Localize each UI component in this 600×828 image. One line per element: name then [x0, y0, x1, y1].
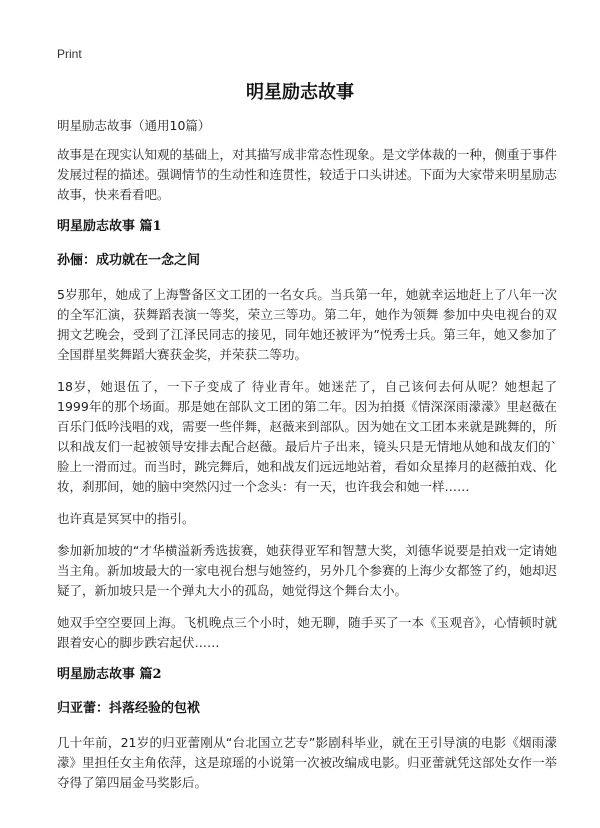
story2-paragraph: 几十年前，21岁的归亚蕾刚从“台北国立艺专”影剧科毕业，就在王引导演的电影《烟雨濛濛》里担任女主角依萍，这是琼瑶的小说第一次被改编成电影。归亚蕾就凭这部处女作一举夺得了第四届金马奖影后。 [57, 735, 558, 790]
section-heading-2: 明星励志故事 篇2 [57, 667, 162, 682]
story-title-1: 孙俪：成功就在一念之间 [57, 253, 201, 268]
section-heading-1: 明星励志故事 篇1 [57, 219, 162, 234]
article-body [57, 116, 557, 805]
story1-paragraph: 她双手空空要回上海。飞机晚点三个小时，她无聊，随手买了一本《玉观音》，心情顿时就跟着安心的脚步跌宕起伏…… [57, 615, 557, 650]
intro-paragraph: 故事是在现实认知观的基础上，对其描写成非常态性现象。是文学体裁的一种，侧重于事件发展过程的描述。强调情节的生动性和连贯性，较适于口头讲述。下面为大家带来明星励志故事，快来看看吧。 [57, 147, 558, 202]
story1-paragraph: 参加新加坡的“才华横溢新秀选拔赛，她获得亚军和智慧大奖，刘德华说要是拍戏一定请她当主角。新加坡最大的一家电视台想与她签约，另外几个参赛的上海少女都签了约，她却迟疑了，新加坡只是一个弹丸大小的孤岛，她觉得这个舞台太小。 [57, 543, 558, 598]
story-title-2: 归亚蕾：抖落经验的包袱 [57, 701, 201, 716]
print-link[interactable]: Print [57, 47, 82, 61]
article-subtitle: 明星励志故事（通用10篇） [57, 118, 211, 133]
story1-paragraph: 5岁那年，她成了上海警备区文工团的一名女兵。当兵第一年，她就幸运地赶上了八年一次的全军汇演，获舞蹈表演一等奖，荣立三等功。第二年，她作为领舞 参加中央电视台的双拥文艺晚会，受到了江泽民同志的接见，同年她还被评为”悦秀士兵。第三年，她又参加了全国群星奖舞蹈大赛获金奖，并荣获二等功。 [57, 287, 557, 362]
story1-paragraph: 也许真是冥冥中的指引。 [57, 511, 195, 526]
story1-paragraph: 18岁，她退伍了，一下子变成了 待业青年。她迷茫了，自己该何去何从呢？她想起了 1999年的那个场面。那是她在部队文工团的第二年。因为拍摄《情深深雨濛濛》里赵薇在百乐门低吟浅唱的戏，需要一些伴舞，赵薇来到部队。因为她在文工团本来就是跳舞的，所以和战友们一起被领导安排去配合赵薇。最后片子出来，镜头只是无情地从她和战友们的`脸上一滑而过。而当时，跳完舞后，她和战友们远远地站着，看如众星捧月的赵薇拍戏、化妆，刹那间，她的脑中突然闪过一个念头：有一天，也许我会和她一样…… [57, 379, 558, 494]
page-title: 明星励志故事 [246, 82, 354, 103]
